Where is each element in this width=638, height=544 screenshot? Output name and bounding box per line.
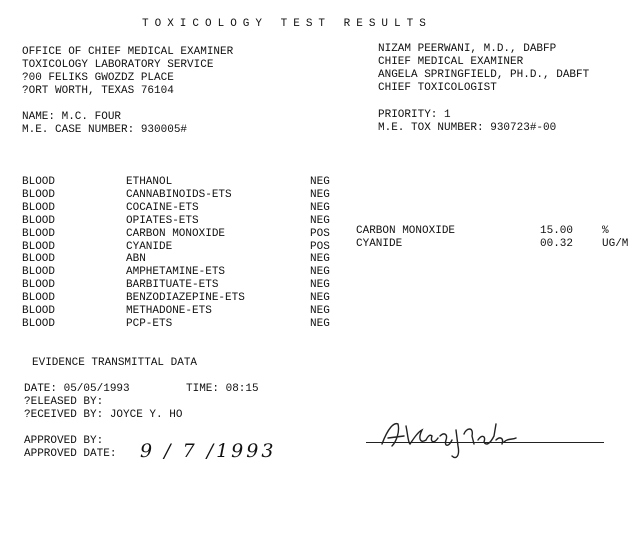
- specimen-cell: BLOOD: [22, 253, 56, 266]
- test-cell: COCAINE-ETS: [126, 201, 199, 214]
- test-cell: ETHANOL: [126, 176, 173, 188]
- quant-test-cell: CYANIDE: [356, 238, 403, 250]
- specimen-cell: BLOOD: [22, 292, 56, 305]
- priority: PRIORITY: 1: [378, 109, 451, 121]
- evidence-date: DATE: 05/05/1993: [24, 383, 130, 395]
- test-cell: BARBITUATE-ETS: [126, 279, 219, 292]
- quant-unit-cell: %: [602, 225, 609, 237]
- page-title: TOXICOLOGY TEST RESULTS: [142, 18, 432, 30]
- result-cell: NEG: [310, 214, 330, 227]
- approved-date-handwritten: 9 / 7 /1993: [140, 440, 277, 462]
- specimen-cell: BLOOD: [22, 214, 56, 227]
- result-cell: NEG: [310, 292, 330, 305]
- official-line: ANGELA SPRINGFIELD, PH.D., DABFT: [378, 69, 590, 81]
- official-line: CHIEF MEDICAL EXAMINER: [378, 56, 524, 68]
- received-by: ?ECEIVED BY: JOYCE Y. HO: [24, 409, 183, 421]
- office-line: TOXICOLOGY LABORATORY SERVICE: [22, 59, 214, 71]
- subject-name: NAME: M.C. FOUR: [22, 111, 122, 123]
- specimen-cell: BLOOD: [22, 279, 56, 292]
- case-number: M.E. CASE NUMBER: 930005#: [22, 124, 188, 136]
- result-cell: POS: [310, 227, 330, 240]
- test-cell: BENZODIAZEPINE-ETS: [126, 292, 245, 305]
- evidence-heading: EVIDENCE TRANSMITTAL DATA: [32, 357, 198, 369]
- result-cell: NEG: [310, 188, 330, 201]
- result-cell: NEG: [310, 266, 330, 279]
- test-cell: OPIATES-ETS: [126, 214, 199, 227]
- specimen-cell: BLOOD: [22, 305, 56, 317]
- quant-value-cell: 15.00: [540, 225, 574, 237]
- test-cell: ABN: [126, 253, 146, 266]
- quant-test-cell: CARBON MONOXIDE: [356, 225, 456, 237]
- quant-unit-cell: UG/M: [602, 238, 629, 250]
- specimen-cell: BLOOD: [22, 266, 56, 279]
- specimen-cell: BLOOD: [22, 188, 56, 201]
- test-cell: CANNABINOIDS-ETS: [126, 188, 232, 201]
- specimen-cell: BLOOD: [22, 227, 56, 240]
- approved-date-label: APPROVED DATE:: [24, 448, 117, 460]
- official-line: NIZAM PEERWANI, M.D., DABFP: [378, 43, 557, 55]
- specimen-cell: BLOOD: [22, 240, 56, 253]
- result-cell: NEG: [310, 201, 330, 214]
- office-line: ?00 FELIKS GWOZDZ PLACE: [22, 72, 174, 84]
- result-cell: NEG: [310, 176, 330, 188]
- result-cell: NEG: [310, 279, 330, 292]
- signature-line: [366, 442, 604, 443]
- specimen-cell: BLOOD: [22, 201, 56, 214]
- specimen-cell: BLOOD: [22, 176, 56, 188]
- test-cell: AMPHETAMINE-ETS: [126, 266, 226, 279]
- tox-number: M.E. TOX NUMBER: 930723#-00: [378, 122, 557, 134]
- office-line: ?ORT WORTH, TEXAS 76104: [22, 85, 174, 97]
- official-line: CHIEF TOXICOLOGIST: [378, 82, 497, 94]
- test-cell: PCP-ETS: [126, 317, 173, 330]
- test-cell: METHADONE-ETS: [126, 305, 212, 317]
- result-cell: POS: [310, 240, 330, 253]
- released-by: ?ELEASED BY:: [24, 396, 104, 408]
- office-line: OFFICE OF CHIEF MEDICAL EXAMINER: [22, 46, 234, 58]
- specimen-cell: BLOOD: [22, 317, 56, 330]
- result-cell: NEG: [310, 305, 330, 317]
- evidence-time: TIME: 08:15: [186, 383, 259, 395]
- result-cell: NEG: [310, 253, 330, 266]
- signature-icon: [378, 416, 528, 462]
- approved-by: APPROVED BY:: [24, 435, 104, 447]
- test-cell: CYANIDE: [126, 240, 173, 253]
- test-cell: CARBON MONOXIDE: [126, 227, 226, 240]
- quant-value-cell: 00.32: [540, 238, 574, 250]
- result-cell: NEG: [310, 317, 330, 330]
